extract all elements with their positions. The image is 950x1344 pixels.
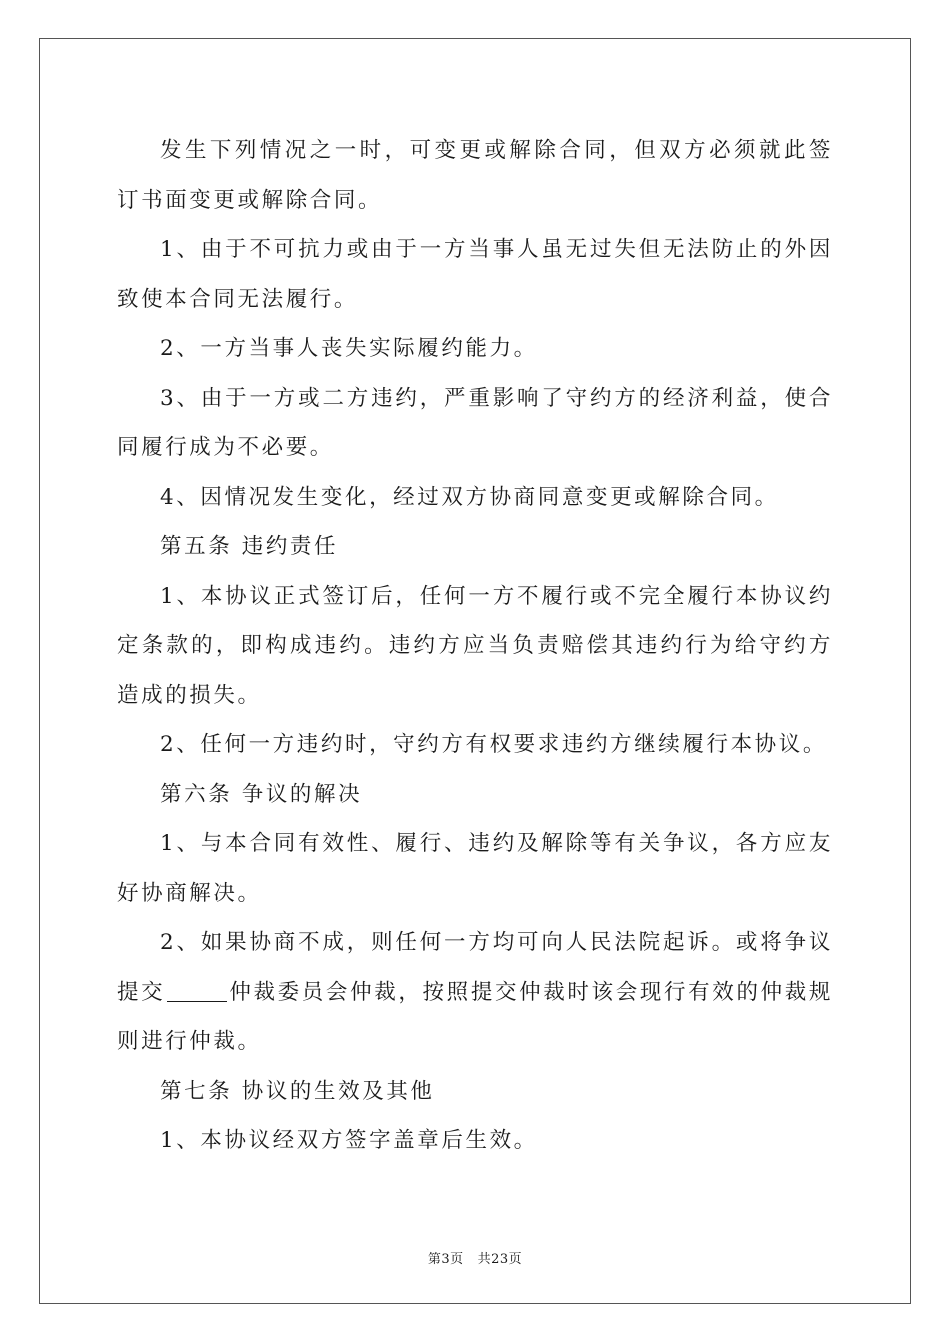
section-heading-7: 第七条 协议的生效及其他 — [160, 1078, 435, 1104]
paragraph-effect-1: 1、本协议经双方签字盖章后生效。 — [160, 1128, 538, 1153]
paragraph-item-2: 2、一方当事人丧失实际履约能力。 — [160, 336, 538, 361]
page-footer — [0, 1248, 950, 1267]
document-body — [117, 126, 833, 1166]
current-page-label: 第3页 — [427, 1252, 464, 1267]
paragraph-breach-2: 2、任何一方违约时，守约方有权要求违约方继续履行本协议。 — [160, 732, 827, 757]
paragraph-change-conditions: 发生下列情况之一时，可变更或解除合同，但双方必须就此签订书面变更或解除合同。 — [117, 138, 833, 213]
paragraph-item-1: 1、由于不可抗力或由于一方当事人虽无过失但无法防止的外因致使本合同无法履行。 — [117, 237, 833, 312]
paragraph-item-4: 4、因情况发生变化，经过双方协商同意变更或解除合同。 — [160, 484, 779, 510]
dispute-text-part-2: 仲裁委员会仲裁，按照提交仲裁时该会现行有效的仲裁规则进行仲裁。 — [117, 979, 833, 1054]
paragraph-dispute-1: 1、与本合同有效性、履行、违约及解除等有关争议，各方应友好协商解决。 — [117, 831, 833, 906]
dispute-text-part-1: 2、如果协商不成，则任何一方均可向人民法院起诉。或将争议提交 — [117, 930, 833, 1005]
total-pages-label: 共23页 — [477, 1252, 523, 1267]
section-heading-5: 第五条 违约责任 — [160, 534, 339, 559]
paragraph-dispute-2 — [117, 918, 833, 1067]
fill-in-blank — [167, 979, 227, 1002]
section-heading-6: 第六条 争议的解决 — [160, 781, 363, 807]
paragraph-item-3: 3、由于一方或二方违约，严重影响了守约方的经济利益，使合同履行成为不必要。 — [117, 385, 833, 460]
paragraph-breach-1: 1、本协议正式签订后，任何一方不履行或不完全履行本协议约定条款的，即构成违约。违约方应当负责赔偿其违约行为给守约方造成的损失。 — [117, 583, 833, 708]
